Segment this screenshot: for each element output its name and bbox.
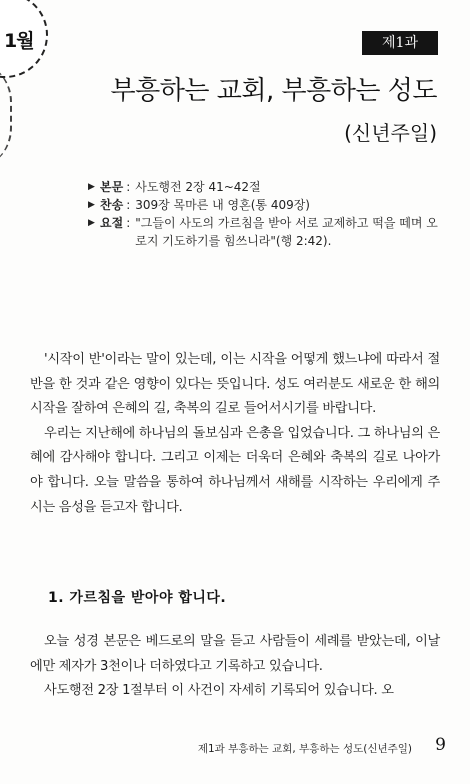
month-label: 1월 (4, 30, 34, 52)
info-label: 찬송 (100, 198, 124, 212)
info-colon: : (126, 180, 131, 194)
lesson-tag: 제1과 (362, 31, 438, 55)
info-colon: : (126, 198, 131, 212)
sermon-info (88, 178, 438, 250)
info-label: 본문 (100, 180, 124, 194)
page-number: 9 (435, 735, 446, 755)
info-value: 사도행전 2장 41~42절 (135, 180, 261, 194)
info-colon: : (126, 216, 131, 230)
info-row-scripture (88, 178, 438, 196)
info-row-hymn (88, 196, 438, 214)
body-text (30, 348, 440, 520)
body-text-continued (30, 630, 440, 704)
paragraph: 우리는 지난해에 하나님의 돌보심과 은총을 입었습니다. 그 하나님의 은혜에 감사해야 합니다. 그리고 이제는 더욱더 은혜와 축복의 길로 나아가야 합니다. 오늘 말씀을 통하여 하나님께서 새해를 시작하는 우리에게 주시는 음성을 듣고자 합니다. (30, 425, 440, 515)
section-heading: 1. 가르침을 받아야 합니다. (48, 590, 227, 606)
info-value: "그들이 사도의 가르침을 받아 서로 교제하고 떡을 떼며 오로지 기도하기를 힘쓰니라"(행 2:42). (135, 216, 438, 248)
triangle-bullet-icon: ▶ (88, 200, 95, 210)
page-title: 부흥하는 교회, 부흥하는 성도 (110, 76, 437, 106)
paragraph: '시작이 반'이라는 말이 있는데, 이는 시작을 어떻게 했느냐에 따라서 절반을 한 것과 같은 영향이 있다는 뜻입니다. 성도 여러분도 새로운 한 해의 시작을 잘하여 은혜의 길, 축복의 길로 들어서시기를 바랍니다. (30, 352, 440, 417)
info-label: 요절 (100, 216, 124, 230)
triangle-bullet-icon: ▶ (88, 218, 95, 228)
info-row-key-verse (88, 214, 438, 250)
triangle-bullet-icon: ▶ (88, 182, 95, 192)
page-subtitle: (신년주일) (344, 121, 437, 145)
paragraph: 사도행전 2장 1절부터 이 사건이 자세히 기록되어 있습니다. 오 (44, 683, 394, 699)
paragraph: 오늘 성경 본문은 베드로의 말을 듣고 사람들이 세례를 받았는데, 이날에만 제자가 3천이나 더하였다고 기록하고 있습니다. (30, 634, 440, 674)
info-value: 309장 목마른 내 영혼(통 409장) (135, 198, 310, 212)
running-footer: 제1과 부흥하는 교회, 부흥하는 성도(신년주일) (197, 743, 412, 755)
